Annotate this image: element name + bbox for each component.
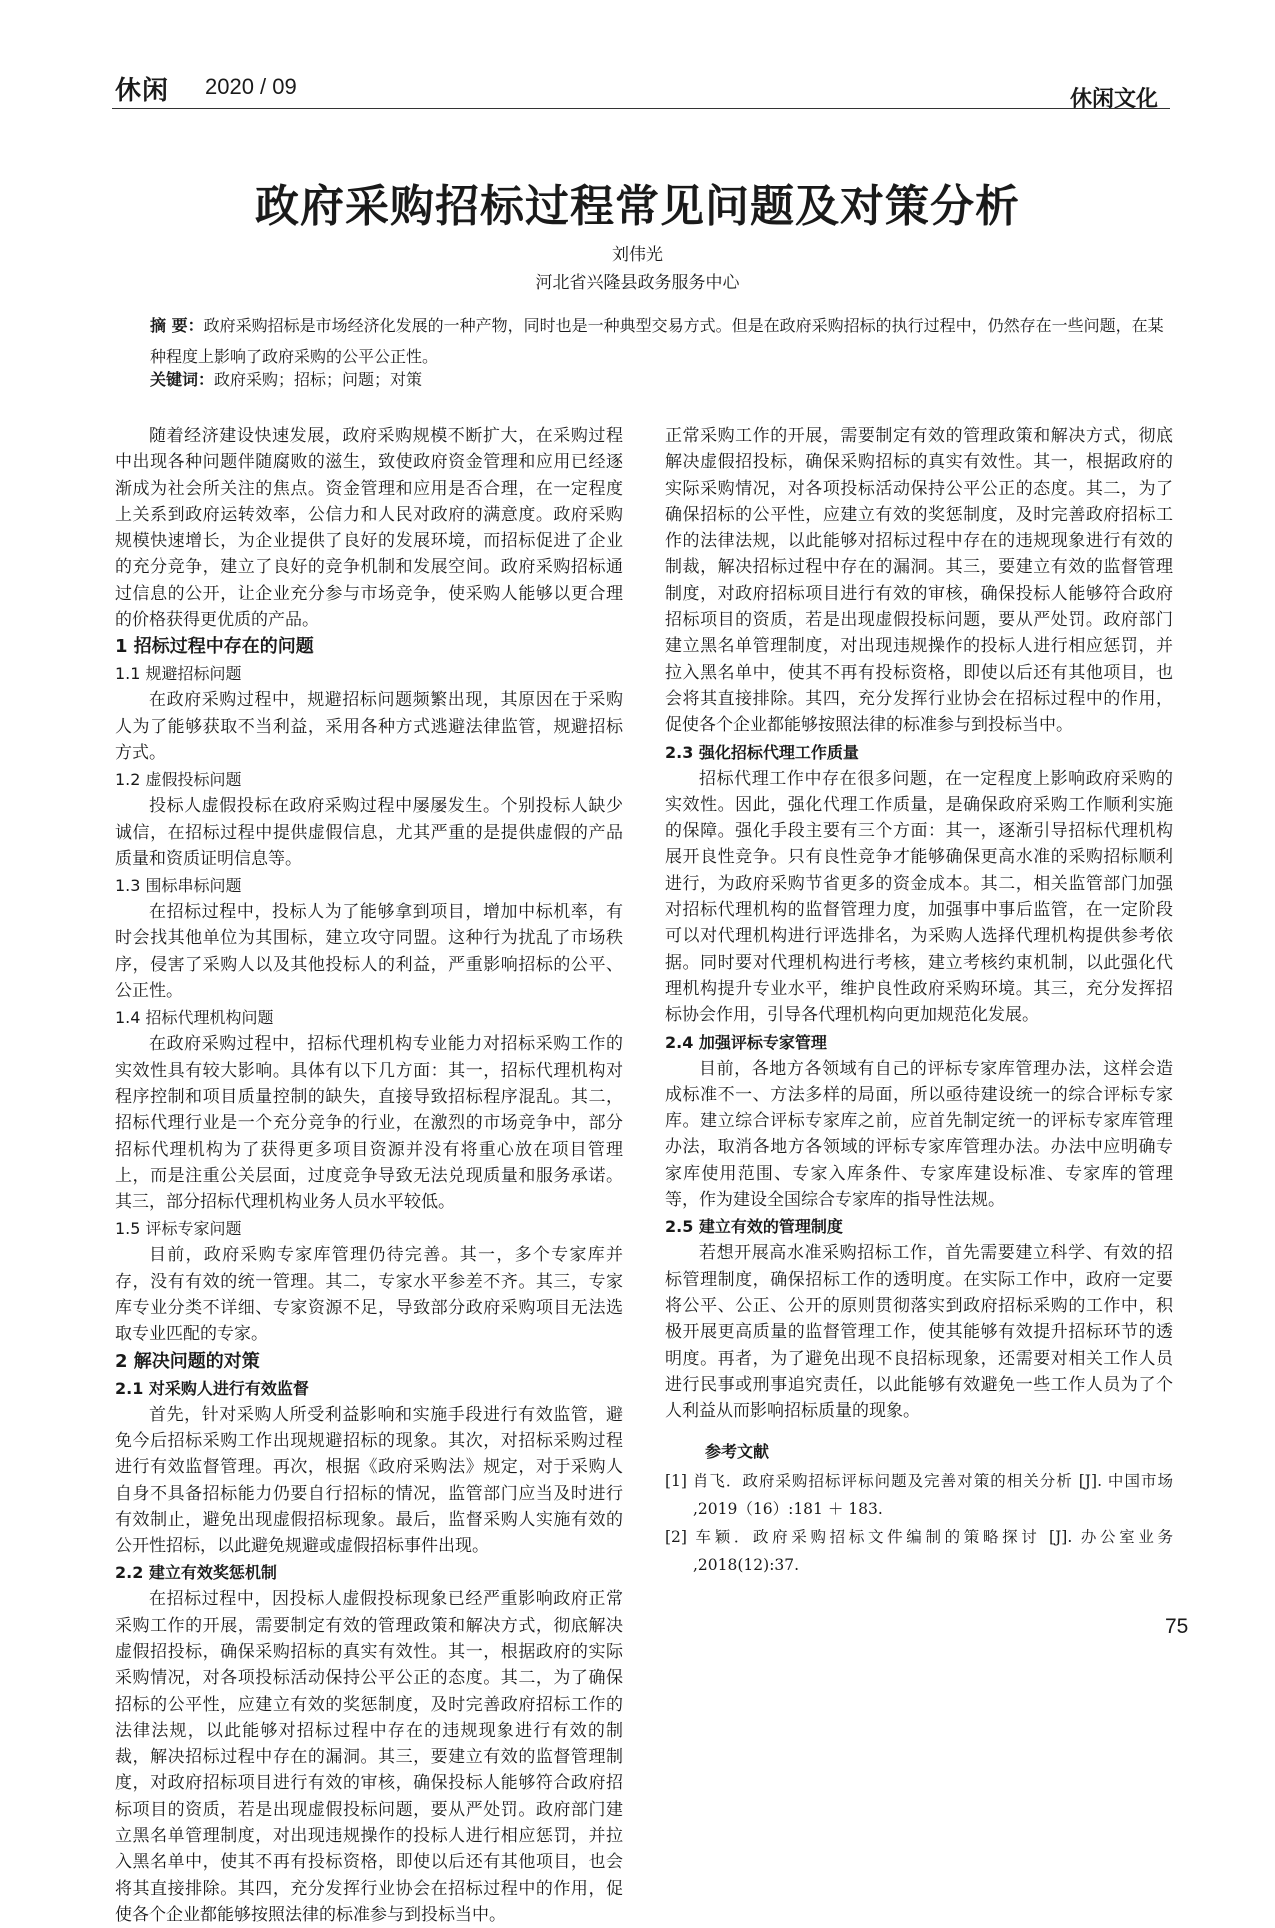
- paragraph: 若想开展高水准采购招标工作，首先需要建立科学、有效的招标管理制度，确保招标工作的透明度。在实际工作中，政府一定要将公平、公正、公开的原则贯彻落实到政府招标采购的工作中，积极开展更高质量的监督管理工作，使其能够有效提升招标环节的透明度。再者，为了避免出现不良招标现象，还需要对相关工作人员进行民事或刑事追究责任，以此能够有效避免一些工作人员为了个人利益从而影响招标质量的现象。: [665, 1243, 1173, 1422]
- paragraph: 在招标过程中，投标人为了能够拿到项目，增加中标机率，有时会找其他单位为其围标，建立攻守同盟。这种行为扰乱了市场秩序，侵害了采购人以及其他投标人的利益，严重影响招标的公平、公正性。: [115, 902, 623, 1002]
- header-rule: [112, 108, 1170, 109]
- subsection-heading: 2.4 加强评标专家管理: [665, 1032, 827, 1052]
- page-number: 75: [1165, 1615, 1189, 1638]
- paragraph: 目前，政府采购专家库管理仍待完善。其一，多个专家库并存，没有有效的统一管理。其二，专家水平参差不齐。其三，专家库专业分类不详细、专家资源不足，导致部分政府采购项目无法选取专业匹配的专家。: [115, 1245, 623, 1345]
- references-title: 参考文献: [705, 1442, 770, 1462]
- subsection-heading: 2.1 对采购人进行有效监督: [115, 1378, 309, 1398]
- subsection-heading: 2.5 建立有效的管理制度: [665, 1217, 843, 1237]
- article-title: 政府采购招标过程常见问题及对策分析: [255, 181, 1020, 232]
- subsection-heading: 1.5 评标专家问题: [115, 1219, 242, 1239]
- reference-item: [1] 肖飞．政府采购招标评标问题及完善对策的相关分析 [J]. 中国市场 ,2019（16）:181 ＋ 183.: [665, 1472, 1173, 1519]
- reference-item: [2] 车颖．政府采购招标文件编制的策略探讨 [J]. 办公室业务 ,2018(12):37.: [665, 1528, 1173, 1575]
- subsection-heading: 1.4 招标代理机构问题: [115, 1008, 274, 1028]
- journal-brand: 休闲: [115, 76, 170, 106]
- keywords: [150, 364, 1168, 395]
- article-author: 刘伟光: [612, 245, 663, 265]
- paragraph: 投标人虚假投标在政府采购过程中屡屡发生。个别投标人缺少诚信，在招标过程中提供虚假信息，尤其严重的是提供虚假的产品质量和资质证明信息等。: [115, 796, 623, 869]
- article-affiliation: 河北省兴隆县政务服务中心: [535, 273, 740, 293]
- paragraph: 在招标过程中，因投标人虚假投标现象已经严重影响政府正常采购工作的开展，需要制定有效的管理政策和解决方式，彻底解决虚假招投标，确保采购招标的真实有效性。其一，根据政府的实际采购情况，对各项投标活动保持公平公正的态度。其二，为了确保招标的公平性，应建立有效的奖惩制度，及时完善政府招标工作的法律法规，以此能够对招标过程中存在的违规现象进行有效的制裁，解决招标过程中存在的漏洞。其三，要建立有效的监督管理制度，对政府招标项目进行有效的审核，确保投标人能够符合政府招标项目的资质，若是出现虚假投标问题，要从严处罚。政府部门建立黑名单管理制度，对出现违规操作的投标人进行相应惩罚，并拉入黑名单中，使其不再有投标资格，即使以后还有其他项目，也会将其直接排除。其四，充分发挥行业协会在招标过程中的作用，促使各个企业都能够按照法律的标准参与到投标当中。: [115, 1589, 623, 1925]
- abstract: [150, 310, 1168, 372]
- left-column: [115, 423, 623, 1925]
- journal-column: 休闲文化: [1070, 86, 1159, 111]
- subsection-heading: 2.3 强化招标代理工作质量: [665, 742, 859, 762]
- section-heading: 2 解决问题的对策: [115, 1350, 260, 1372]
- abstract-text: 政府采购招标是市场经济化发展的一种产物，同时也是一种典型交易方式。但是在政府采购招标的执行过程中，仍然存在一些问题，在某种程度上影响了政府采购的公平公正性。: [150, 316, 1164, 366]
- subsection-heading: 1.3 围标串标问题: [115, 876, 242, 896]
- abstract-label: 摘 要：: [150, 316, 204, 335]
- keywords-label: 关键词：: [150, 370, 215, 389]
- subsection-heading: 1.2 虚假投标问题: [115, 770, 242, 790]
- paragraph: 招标代理工作中存在很多问题，在一定程度上影响政府采购的实效性。因此，强化代理工作质量，是确保政府采购工作顺利实施的保障。强化手段主要有三个方面：其一，逐渐引导招标代理机构展开良性竞争。只有良性竞争才能够确保更高水准的采购招标顺利进行，为政府采购节省更多的资金成本。其二，相关监管部门加强对招标代理机构的监督管理力度，加强事中事后监管，在一定阶段可以对代理机构进行评选排名，为采购人选择代理机构提供参考依据。同时要对代理机构进行考核，建立考核约束机制，以此强化代理机构提升专业水平，维护良性政府采购环境。其三，充分发挥招标协会作用，引导各代理机构向更加规范化发展。: [665, 768, 1173, 1026]
- paragraph: 在政府采购过程中，规避招标问题频繁出现，其原因在于采购人为了能够获取不当利益，采用各种方式逃避法律监管，规避招标方式。: [115, 690, 623, 763]
- page-header: [0, 0, 1275, 120]
- paragraph: 首先，针对采购人所受利益影响和实施手段进行有效监管，避免今后招标采购工作出现规避招标的现象。其次，对招标采购过程进行有效监督管理。再次，根据《政府采购法》规定，对于采购人自身不具备招标能力仍要自行招标的情况，监管部门应当及时进行有效制止，避免出现虚假招标现象。最后，监督采购人实施有效的公开性招标，以此避免规避或虚假招标事件出现。: [115, 1404, 623, 1557]
- journal-issue: 2020 / 09: [205, 74, 297, 99]
- paragraph: 在政府采购过程中，招标代理机构专业能力对招标采购工作的实效性具有较大影响。具体有以下几方面：其一，招标代理机构对程序控制和项目质量控制的缺失，直接导致招标程序混乱。其二，招标代理行业是一个充分竞争的行业，在激烈的市场竞争中，部分招标代理机构为了获得更多项目资源并没有将重心放在项目管理上，而是注重公关层面，过度竞争导致无法兑现质量和服务承诺。其三，部分招标代理机构业务人员水平较低。: [115, 1034, 623, 1213]
- section-heading: 1 招标过程中存在的问题: [115, 636, 314, 658]
- paragraph-continued: 正常采购工作的开展，需要制定有效的管理政策和解决方式，彻底解决虚假招投标，确保采购招标的真实有效性。其一，根据政府的实际采购情况，对各项投标活动保持公平公正的态度。其二，为了确保招标的公平性，应建立有效的奖惩制度，及时完善政府招标工作的法律法规，以此能够对招标过程中存在的违规现象进行有效的制裁，解决招标过程中存在的漏洞。其三，要建立有效的监督管理制度，对政府招标项目进行有效的审核，确保投标人能够符合政府招标项目的资质，若是出现虚假投标问题，要从严处罚。政府部门建立黑名单管理制度，对出现违规操作的投标人进行相应惩罚，并拉入黑名单中，使其不再有投标资格，即使以后还有其他项目，也会将其直接排除。其四，充分发挥行业协会在招标过程中的作用，促使各个企业都能够按照法律的标准参与到投标当中。: [665, 426, 1173, 736]
- subsection-heading: 2.2 建立有效奖惩机制: [115, 1563, 277, 1583]
- keywords-text: 政府采购；招标；问题；对策: [214, 370, 423, 389]
- paragraph: 目前，各地方各领域有自己的评标专家库管理办法，这样会造成标准不一、方法多样的局面，所以亟待建设统一的综合评标专家库。建立综合评标专家库之前，应首先制定统一的评标专家库管理办法，取消各地方各领域的评标专家库管理办法。办法中应明确专家库使用范围、专家入库条件、专家库建设标准、专家库的管理等，作为建设全国综合专家库的指导性法规。: [665, 1058, 1173, 1211]
- subsection-heading: 1.1 规避招标问题: [115, 664, 242, 684]
- right-column: [665, 423, 1173, 1579]
- intro-paragraph: 随着经济建设快速发展，政府采购规模不断扩大，在采购过程中出现各种问题伴随腐败的滋生，致使政府资金管理和应用已经逐渐成为社会所关注的焦点。资金管理和应用是否合理，在一定程度上关系到政府运转效率，公信力和人民对政府的满意度。政府采购规模快速增长，为企业提供了良好的发展环境，而招标促进了企业的充分竞争，建立了良好的竞争机制和发展空间。政府采购招标通过信息的公开，让企业充分参与市场竞争，使采购人能够以更合理的价格获得更优质的产品。: [115, 426, 623, 631]
